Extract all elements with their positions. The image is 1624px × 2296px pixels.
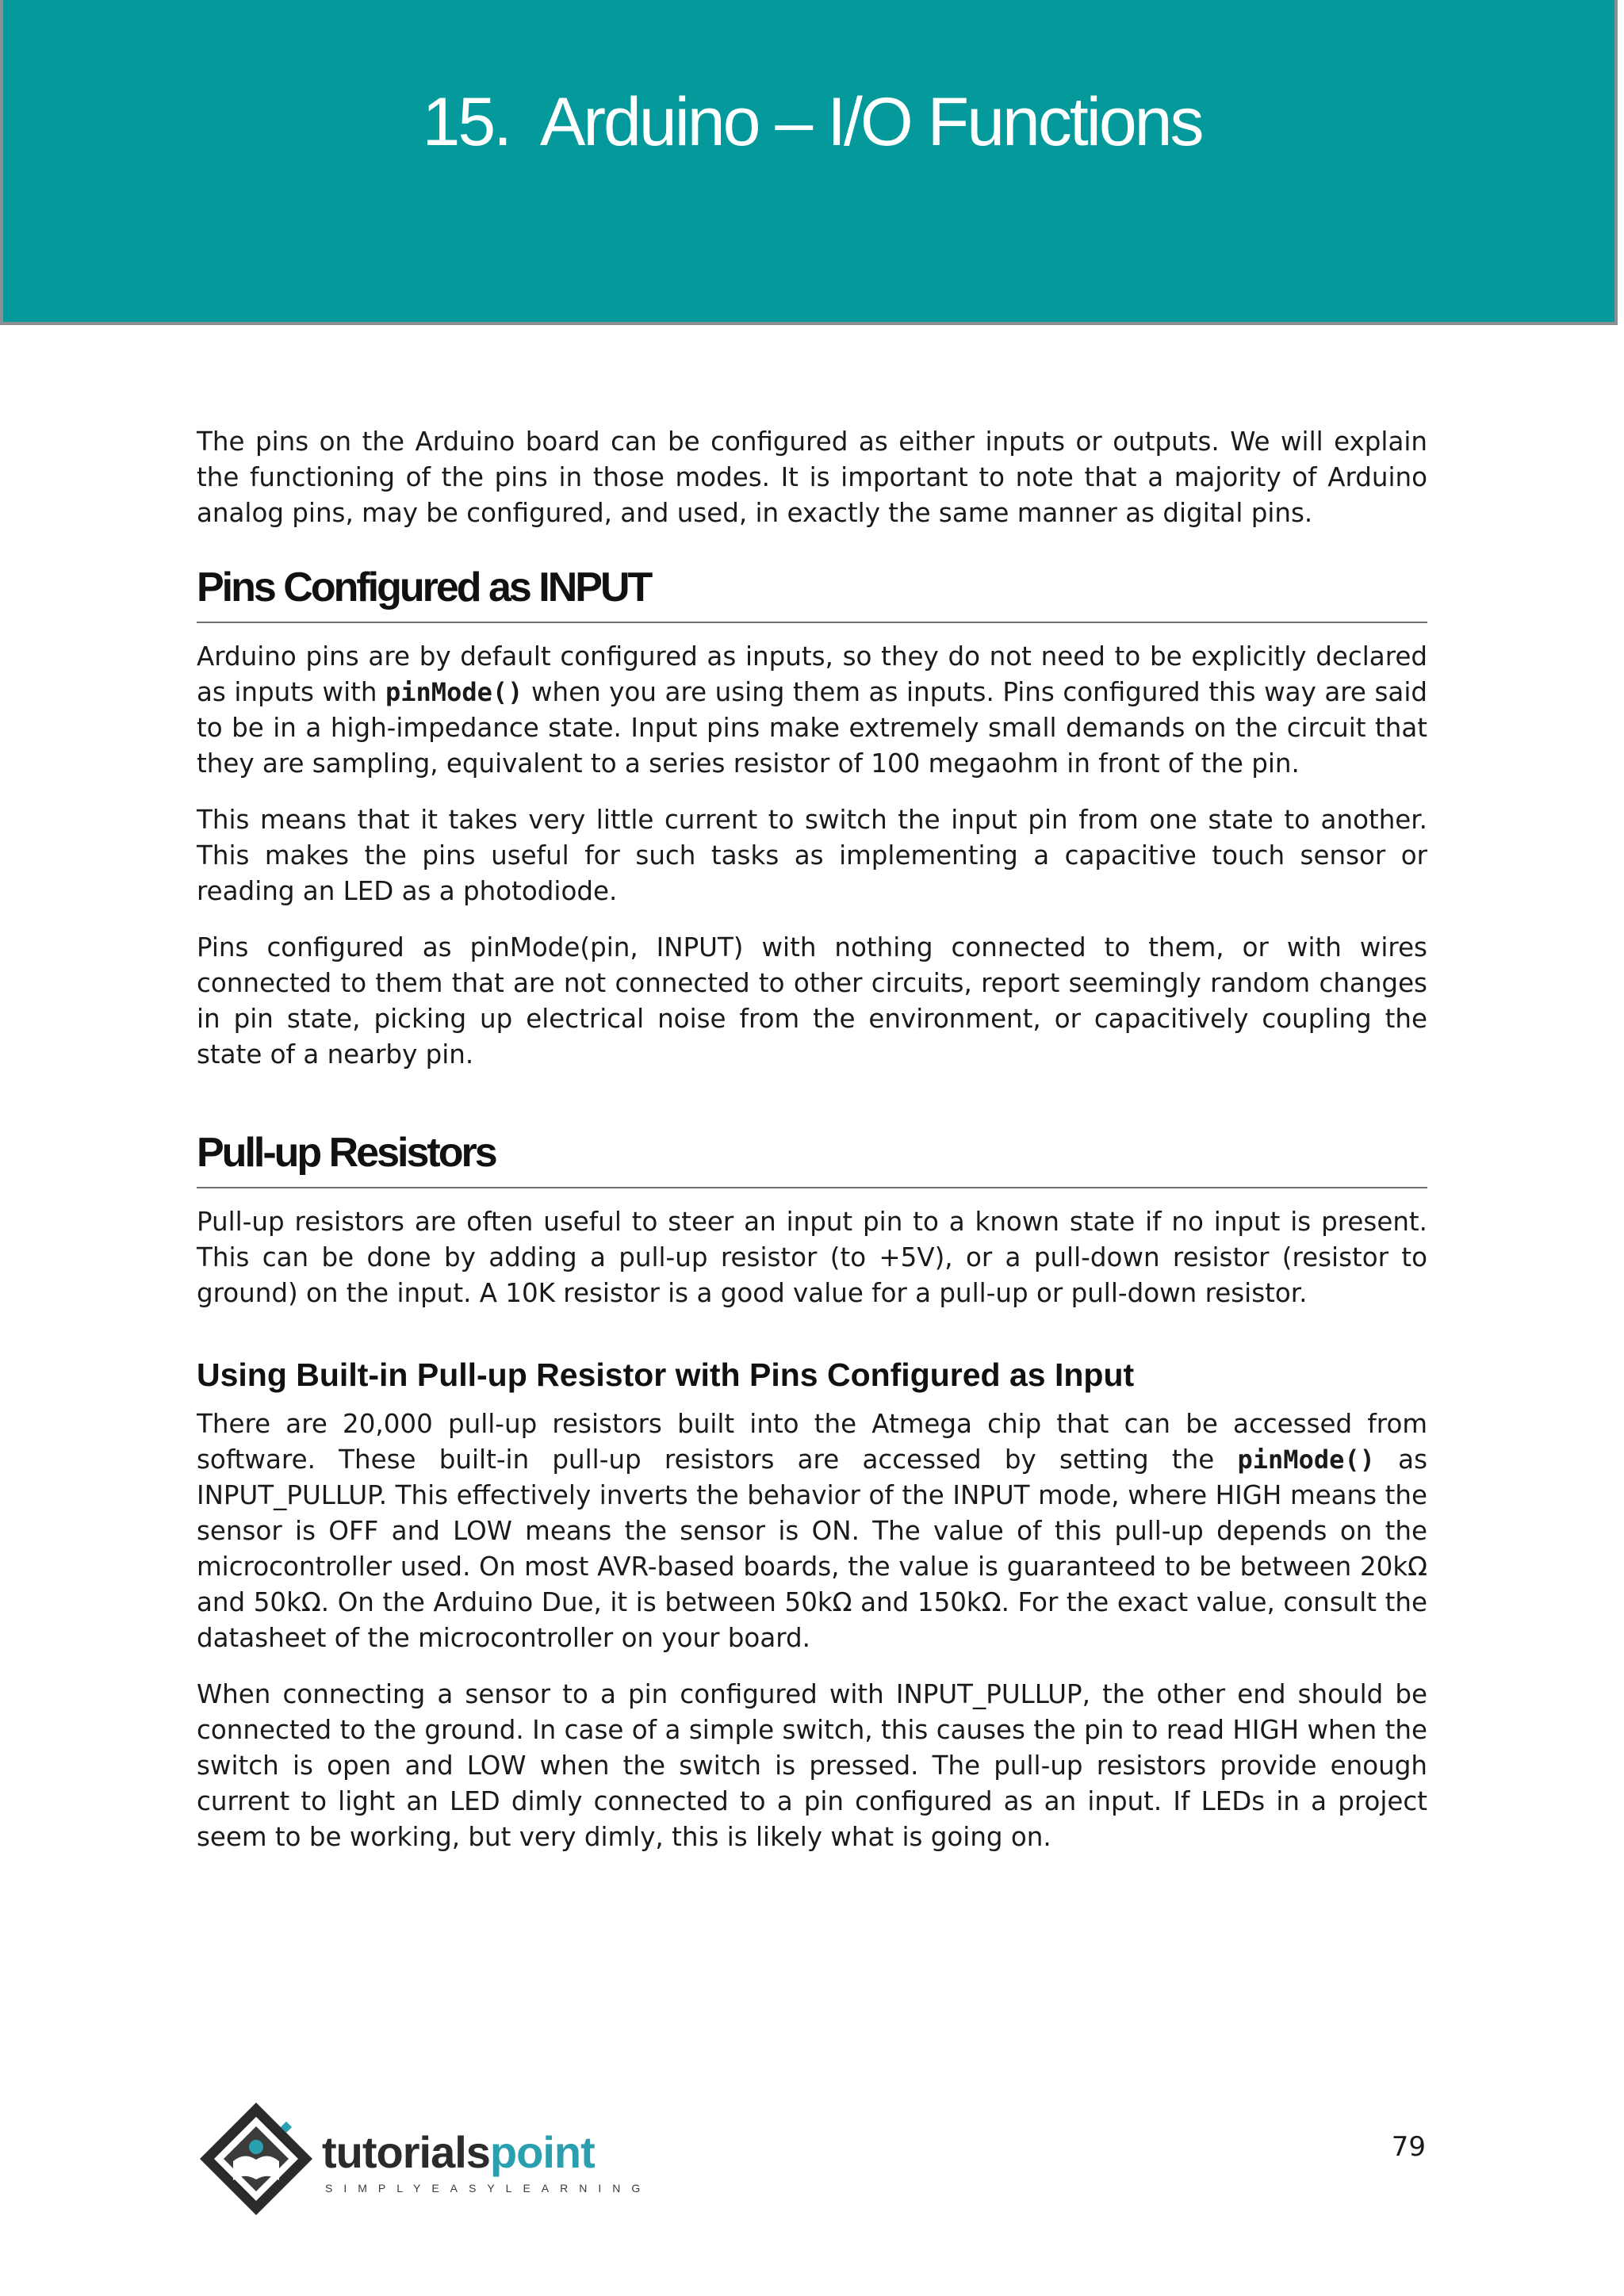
paragraph-input-2: This means that it takes very little current to switch the input pin from one state to another. This makes the pins useful for such tasks as implementing a capacitive touch sensor or reading an LED as a photodiode. (197, 805, 1427, 906)
chapter-banner (0, 0, 1618, 325)
logo-word-tutorials: tutorials (322, 2127, 490, 2177)
chapter-title (3, 83, 1621, 162)
paragraph-input-3: Pins configured as pinMode(pin, INPUT) with nothing connected to them, or with wires connected to them that are not connected to other circuits, report seemingly random changes in pin state, picking up electrical noise from the environment, or capacitively coupling the state of a nearby pin. (197, 932, 1427, 1070)
heading-pins-input: Pins Configured as INPUT (197, 563, 1427, 623)
heading-pullup-resistors: Pull-up Resistors (197, 1128, 1427, 1188)
chapter-number: 15. (422, 84, 511, 160)
logo-emblem-icon (197, 2099, 316, 2218)
paragraph-builtin-2: When connecting a sensor to a pin configured with INPUT_PULLUP, the other end should be connected to the ground. In case of a simple switch, this causes the pin to read HIGH when the switch is open and LOW when the switch is pressed. The pull-up resistors provide enough current to light an LED dimly connected to a pin configured as an input. If LEDs in a project seem to be working, but very dimly, this is likely what is going on. (197, 1679, 1427, 1852)
paragraph-pullup-1: Pull-up resistors are often useful to steer an input pin to a known state if no input is present. This can be done by adding a pull-up resistor (to +5V), or a pull-down resistor (resistor to ground) on the input. A 10K resistor is a good value for a pull-up or pull-down resistor. (197, 1207, 1427, 1308)
page-number: 79 (1391, 2131, 1426, 2163)
code-pinmode: pinMode() (385, 677, 523, 707)
chapter-title-text: Arduino – I/O Functions (540, 84, 1202, 160)
logo-tagline: SIMPLYEASYLEARNING (325, 2182, 652, 2195)
text-fragment: as INPUT_PULLUP. This effectively inverts the behavior of the INPUT mode, where HIGH means the sensor is OFF and LOW means the sensor is ON. The value of this pull-up depends on the microcontroller used. On most AVR-based boards, the value is guaranteed to be between 20kΩ and 50kΩ. On the Arduino Due, it is between 50kΩ and 150kΩ. For the exact value, consult the datasheet of the microcontroller on your board. (197, 1445, 1427, 1653)
logo-wordmark (322, 2126, 595, 2178)
text-fragment: Arduino pins are by default configured as inputs, so they do not need to be explicitly declared as inputs with (197, 641, 1427, 707)
intro-paragraph: The pins on the Arduino board can be configured as either inputs or outputs. We will explain the functioning of the pins in those modes. It is important to note that a majority of Arduino analog pins, may be configured, and used, in exactly the same manner as digital pins. (197, 427, 1427, 528)
text-fragment: There are 20,000 pull-up resistors built into the Atmega chip that can be accessed from software. These built-in pull-up resistors are accessed by setting the (197, 1409, 1427, 1475)
code-pinmode: pinMode() (1237, 1445, 1375, 1475)
heading-builtin-pullup: Using Built-in Pull-up Resistor with Pins Configured as Input (197, 1357, 1135, 1393)
paragraph-input-1 (197, 639, 1427, 782)
tutorialspoint-logo (197, 2099, 652, 2218)
logo-word-point: point (489, 2127, 595, 2177)
text-fragment: when you are using them as inputs. Pins configured this way are said to be in a high-impedance state. Input pins make extremely small demands on the circuit that they are sampling, equivalent to a series resistor of 100 megaohm in front of the pin. (197, 677, 1427, 779)
page-content (197, 424, 1427, 1876)
paragraph-builtin-1 (197, 1406, 1427, 1656)
